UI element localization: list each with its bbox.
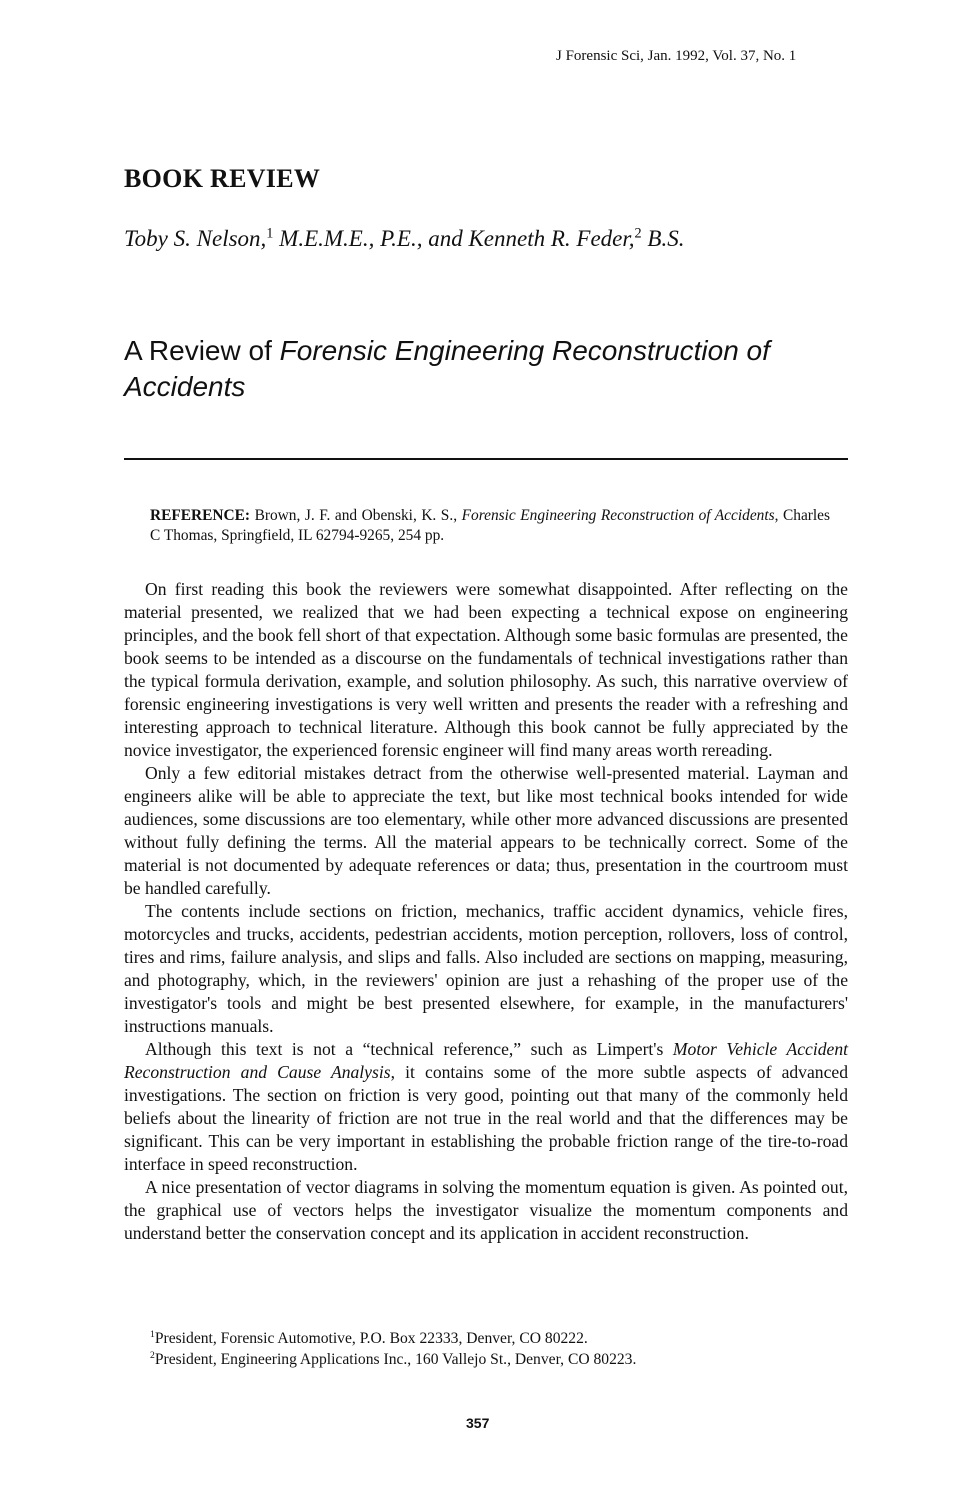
author-credentials: B.S. [641, 226, 685, 251]
divider-rule [124, 458, 848, 460]
footnotes [150, 1328, 850, 1370]
footnote-mark: 2 [150, 1349, 155, 1361]
reference-book-title: Forensic Engineering Reconstruction of Accidents [461, 507, 775, 524]
author-line [124, 226, 684, 252]
paragraph-text: Although this text is not a “technical reference,” such as Limpert's [145, 1039, 673, 1059]
paragraph: A nice presentation of vector diagrams in solving the momentum equation is given. As pointed out, the graphical use of vectors helps the investigator visualize the momentum components and understand better the conservation concept and its application in accident reconstruction. [124, 1177, 848, 1243]
reference-block [150, 506, 830, 546]
paragraph [124, 1038, 848, 1176]
title-prefix: A Review of [124, 335, 280, 366]
footnote-marker: 2 [634, 225, 642, 242]
footnote-marker: 1 [266, 225, 274, 242]
footnote-text: President, Engineering Applications Inc., 160 Vallejo St., Denver, CO 80223. [154, 1351, 637, 1368]
paragraph: Only a few editorial mistakes detract from the otherwise well-presented material. Layman and engineers alike will be able to appreciate the text, but like most technical books intended for wide audiences, some discussions are too elementary, while other more advanced discussions are presented without fully defining the terms. All the material appears to be technically correct. Some of the material is not documented by adequate references or data; thus, presentation in the courtroom must be handled carefully. [124, 763, 848, 898]
author-name: Toby S. Nelson, [124, 226, 267, 251]
reference-label: REFERENCE: [150, 507, 251, 524]
footnote-text: President, Forensic Automotive, P.O. Box 22333, Denver, CO 80222. [154, 1330, 588, 1347]
page-number: 357 [466, 1415, 490, 1431]
footnote-mark: 1 [150, 1328, 155, 1340]
reference-details: , Charles C Thomas, Springfield, IL 62794-9265, 254 pp. [150, 507, 830, 544]
author-credentials: M.E.M.E., P.E., and Kenneth R. Feder, [273, 226, 635, 251]
body-text [124, 578, 848, 1245]
paragraph: The contents include sections on friction, mechanics, traffic accident dynamics, vehicle fires, motorcycles and trucks, accidents, pedestrian accidents, motion perception, rollovers, loss of control, tires and rims, failure analysis, and slips and falls. Also included are sections on mapping, measuring, and photography, which, in the reviewers' opinion are just a rehashing of the proper use of the investigator's tools and might be best presented elsewhere, for example, in the manufacturers' instructions manuals. [124, 901, 848, 1036]
title-book-name: Forensic Engineering Reconstruction of Accidents [124, 335, 770, 402]
article-title [124, 333, 844, 405]
footnote [150, 1328, 850, 1349]
footnote [150, 1349, 850, 1370]
reference-authors: Brown, J. F. and Obenski, K. S., [250, 507, 462, 524]
cited-book-title: Motor Vehicle Accident Reconstruction and Cause Analysis [124, 1039, 848, 1082]
journal-citation: J Forensic Sci, Jan. 1992, Vol. 37, No. 1 [556, 48, 797, 64]
paragraph-text: , it contains some of the more subtle aspects of advanced investigations. The section on friction is very good, pointing out that many of the commonly held beliefs about the linearity of friction are not true in the real world and that the differences may be significant. This can be very important in establishing the probable friction range of the tire-to-road interface in speed reconstruction. [124, 1062, 848, 1174]
paragraph: On first reading this book the reviewers were somewhat disappointed. After reflecting on the material presented, we realized that we had been expecting a technical expose on engineering principles, and the book fell short of that expectation. Although some basic formulas are presented, the book seems to be intended as a discourse on the fundamentals of technical investigations rather than the typical formula derivation, example, and solution philosophy. As such, this narrative overview of forensic engineering investigations is very well written and presents the reader with a refreshing and interesting approach to technical literature. Although this book cannot be fully appreciated by the novice investigator, the experienced forensic engineer will find many areas worth rereading. [124, 579, 848, 760]
section-heading: BOOK REVIEW [124, 164, 321, 193]
